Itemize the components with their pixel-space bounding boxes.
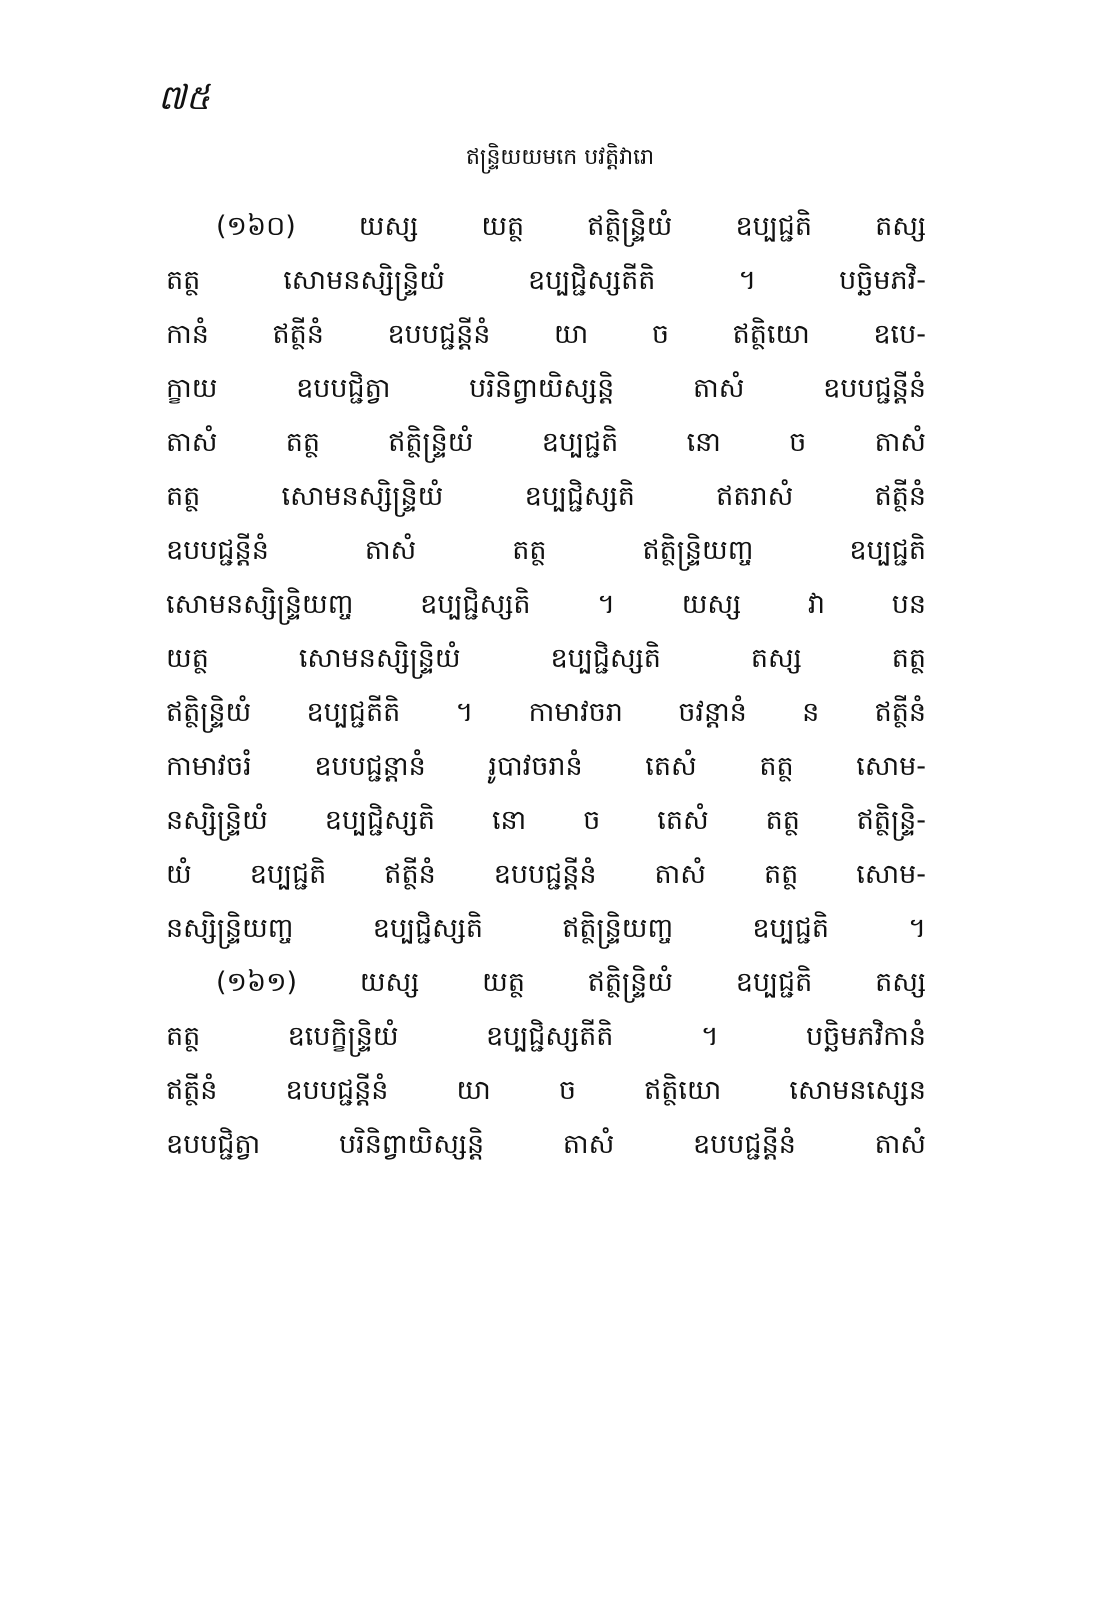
- text-line: តត្ថ សោមនស្សិន្ទ្រិយំ ឧប្បជ្ជិស្សតីតិ ។ បច្ឆិមភវិ-: [166, 265, 926, 296]
- text-line: តាសំ តត្ថ ឥត្ថិន្ទ្រិយំ ឧប្បជ្ជតិ នោ ច តាសំ: [166, 427, 926, 458]
- text-line: ឥត្ថីនំ ឧបបជ្ជន្តីនំ យា ច ឥត្ថិយោ សោមនស្សេន: [166, 1075, 926, 1106]
- page-number: ៧៥: [158, 78, 210, 118]
- text-line: តត្ថ ឧបេក្ខិន្ទ្រិយំ ឧប្បជ្ជិស្សតីតិ ។ បច្ឆិមភវិកានំ: [166, 1021, 926, 1052]
- text-line: នស្សិន្ទ្រិយញ្ច ឧប្បជ្ជិស្សតិ ឥត្ថិន្ទ្រិយញ្ច ឧប្បជ្ជតិ ។: [166, 913, 926, 944]
- text-line: តត្ថ សោមនស្សិន្ទ្រិយំ ឧប្បជ្ជិស្សតិ ឥតរាសំ ឥត្ថីនំ: [166, 481, 926, 512]
- page-heading: ឥន្ទ្រិយយមកេ បវត្តិវារោ: [465, 145, 655, 170]
- text-line: យំ ឧប្បជ្ជតិ ឥត្ថីនំ ឧបបជ្ជន្តីនំ តាសំ តត្ថ សោម-: [166, 859, 926, 890]
- body-text: [166, 200, 926, 1172]
- text-line: ឧបបជ្ជិត្វា បរិនិព្វាយិស្សន្តិ តាសំ ឧបបជ្ជន្តីនំ តាសំ: [166, 1129, 926, 1160]
- text-line: យត្ថ សោមនស្សិន្ទ្រិយំ ឧប្បជ្ជិស្សតិ តស្ស តត្ថ: [166, 643, 926, 674]
- text-line: ក្ខាយ ឧបបជ្ជិត្វា បរិនិព្វាយិស្សន្តិ តាសំ ឧបបជ្ជន្តីនំ: [166, 373, 926, 404]
- text-line: កានំ ឥត្ថីនំ ឧបបជ្ជន្តីនំ យា ច ឥត្ថិយោ ឧបេ-: [166, 319, 926, 350]
- text-line: (១៦០) យស្ស យត្ថ ឥត្ថិន្ទ្រិយំ ឧប្បជ្ជតិ តស្ស: [216, 211, 926, 242]
- text-line: កាមាវចរំ ឧបបជ្ជន្តានំ រូបាវចរានំ តេសំ តត្ថ សោម-: [166, 751, 926, 782]
- text-line: នស្សិន្ទ្រិយំ ឧប្បជ្ជិស្សតិ នោ ច តេសំ តត្ថ ឥត្ថិន្ទ្រិ-: [166, 805, 926, 836]
- text-line: (១៦១) យស្ស យត្ថ ឥត្ថិន្ទ្រិយំ ឧប្បជ្ជតិ តស្ស: [216, 967, 926, 998]
- text-line: សោមនស្សិន្ទ្រិយញ្ច ឧប្បជ្ជិស្សតិ ។ យស្ស វា បន: [166, 589, 926, 620]
- text-line: ឧបបជ្ជន្តីនំ តាសំ តត្ថ ឥត្ថិន្ទ្រិយញ្ច ឧប្បជ្ជតិ: [166, 535, 926, 566]
- text-line: ឥត្ថិន្ទ្រិយំ ឧប្បជ្ជតីតិ ។ កាមាវចរា ចវន្តានំ ន ឥត្ថីនំ: [166, 697, 926, 728]
